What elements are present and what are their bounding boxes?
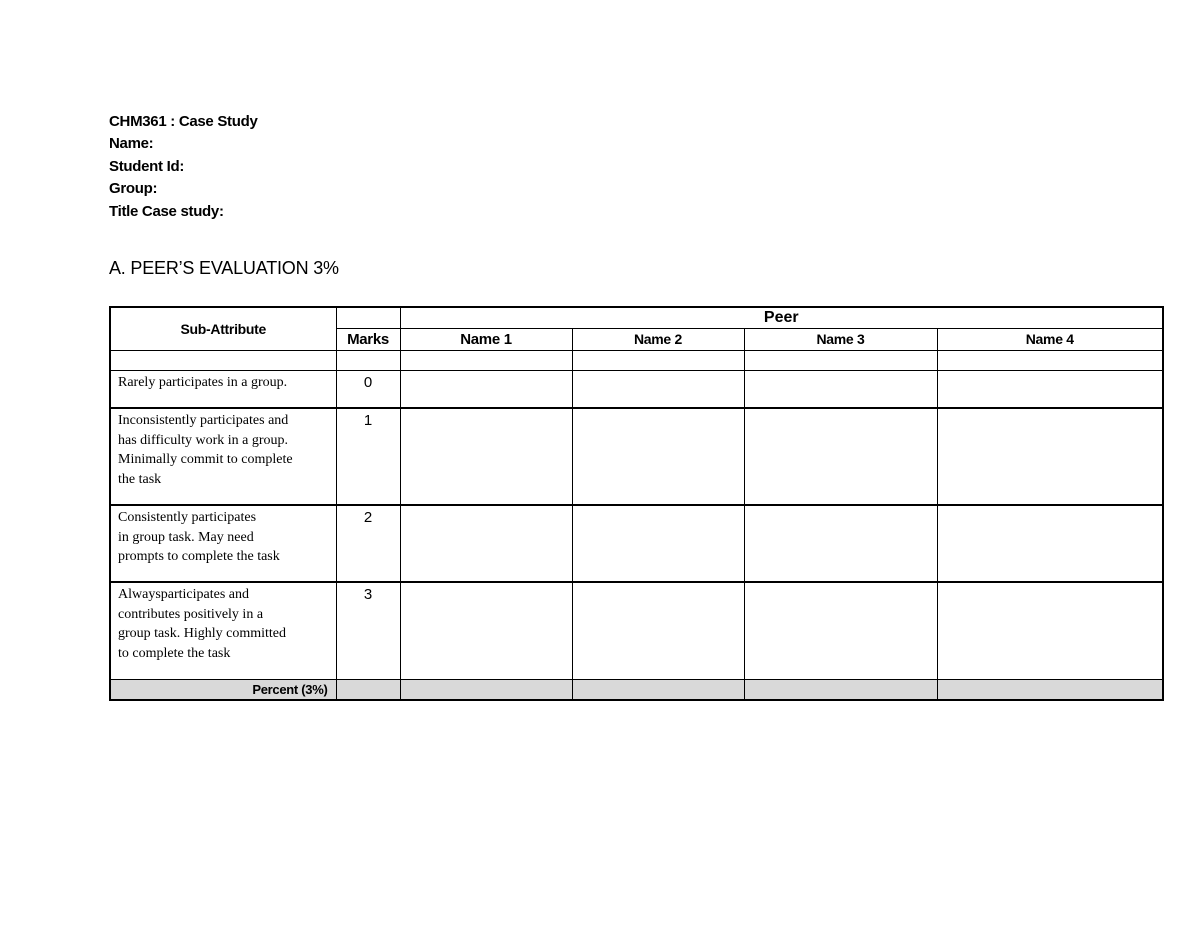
- name-label: Name:: [109, 135, 154, 153]
- blank-row: [110, 350, 1163, 370]
- criterion-description: Rarely participates in a group.: [110, 370, 336, 408]
- document-header: [109, 111, 258, 223]
- peer-evaluation-table: [109, 306, 1164, 701]
- criterion-description: Alwaysparticipates and contributes positively in a group task. Highly committed to complete the task: [110, 582, 336, 679]
- mark-value: 1: [336, 408, 400, 505]
- case-study-title-label: Title Case study:: [109, 202, 224, 220]
- student-id-label: Student Id:: [109, 157, 185, 175]
- table-row: [110, 370, 1163, 408]
- score-cell[interactable]: [400, 408, 572, 505]
- score-cell[interactable]: [572, 505, 744, 582]
- score-cell[interactable]: [744, 408, 937, 505]
- name-3-header: Name 3: [744, 328, 937, 350]
- score-cell[interactable]: [572, 408, 744, 505]
- course-title: CHM361 : Case Study: [109, 113, 258, 130]
- mark-value: 0: [336, 370, 400, 408]
- score-cell[interactable]: [937, 505, 1163, 582]
- mark-value: 3: [336, 582, 400, 679]
- score-cell[interactable]: [572, 582, 744, 679]
- score-cell[interactable]: [400, 505, 572, 582]
- percent-cell[interactable]: [400, 679, 572, 700]
- score-cell[interactable]: [744, 505, 937, 582]
- criterion-description: Consistently participates in group task. May need prompts to complete the task: [110, 505, 336, 582]
- score-cell[interactable]: [937, 370, 1163, 408]
- criterion-description: Inconsistently participates and has difficulty work in a group. Minimally commit to complete the task: [110, 408, 336, 505]
- percent-cell[interactable]: [572, 679, 744, 700]
- percent-row: [110, 679, 1163, 700]
- group-label: Group:: [109, 180, 158, 198]
- score-cell[interactable]: [744, 370, 937, 408]
- marks-header: Marks: [336, 328, 400, 350]
- mark-value: 2: [336, 505, 400, 582]
- marks-header-top: [336, 307, 400, 328]
- score-cell[interactable]: [400, 582, 572, 679]
- name-2-header: Name 2: [572, 328, 744, 350]
- percent-label: Percent (3%): [110, 679, 336, 700]
- name-1-header: Name 1: [400, 328, 572, 350]
- percent-cell[interactable]: [336, 679, 400, 700]
- section-title: A. PEER’S EVALUATION 3%: [109, 258, 339, 278]
- percent-cell[interactable]: [744, 679, 937, 700]
- percent-cell[interactable]: [937, 679, 1163, 700]
- score-cell[interactable]: [744, 582, 937, 679]
- table-row: [110, 505, 1163, 582]
- peer-header: Peer: [400, 307, 1163, 328]
- sub-attribute-header: Sub-Attribute: [110, 307, 336, 350]
- score-cell[interactable]: [937, 408, 1163, 505]
- score-cell[interactable]: [572, 370, 744, 408]
- score-cell[interactable]: [400, 370, 572, 408]
- table-row: [110, 582, 1163, 679]
- name-4-header: Name 4: [937, 328, 1163, 350]
- score-cell[interactable]: [937, 582, 1163, 679]
- table-row: [110, 408, 1163, 505]
